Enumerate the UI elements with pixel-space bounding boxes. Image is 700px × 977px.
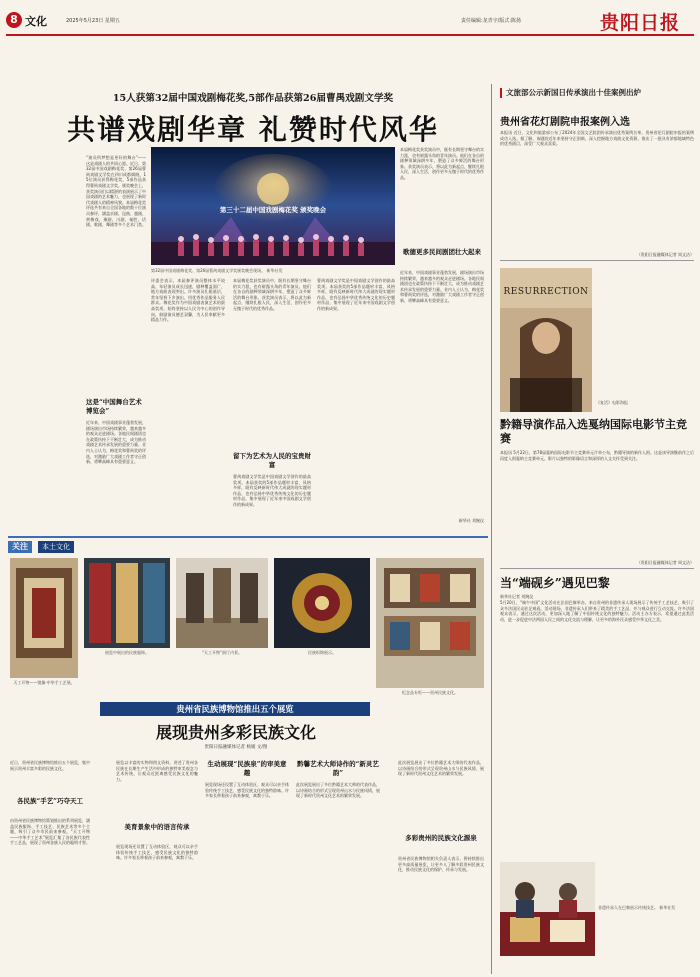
- exhibit-photo-1: [10, 558, 78, 678]
- right-source-2: （贵阳日报融媒体记者 周文洁）: [636, 560, 694, 565]
- right-author-3: 新华社记者 刘婉仪: [500, 594, 534, 599]
- focus-subhead-3: 生动展现“民族泉”的审美意趣: [207, 760, 287, 777]
- main-body-col3: 本届梅花奖获奖演员中，既有长期坚守舞台的实力派，也有崭露头角的青年演员。他们在各自的剧种领域深耕多年，塑造了众多鲜活的舞台形象。获奖演员表示，将以此为新起点，继续扎根人民，深入生活，创作更多无愧于时代的优秀作品。: [233, 278, 311, 311]
- film-poster: [500, 268, 592, 412]
- issue-date: 2025年5月23日 星期五: [66, 18, 120, 24]
- focus-headline: 展现贵州多彩民族文化: [155, 723, 316, 742]
- exhibit-photo-2-caption: 展览中展出的民族服饰。: [105, 650, 149, 655]
- exhibit-photo-5: [376, 558, 484, 688]
- film-poster-caption: 《复活》电影海报: [596, 400, 628, 405]
- main-body-col5b: 近年来，中国戏剧事业蓬勃发展，剧场演出市场持续繁荣，越来越多的观众走进剧场。各地民间剧团也在政策扶持下不断壮大，成为推动戏剧艺术传承发展的重要力量。业内人士认为，梅花奖和曹禺奖的评选，对激励广大戏剧工作者守正创新、勇攀高峰具有重要意义。: [400, 270, 484, 303]
- main-body-col2: 评委会表示，本届参评演员整体水平较高，年轻演员成长迅速，剧种覆盖面广，地方戏曲表现突出。许多演员扎根基层，常年坚持下乡演出，用优秀作品服务人民群众。梅花奖作为中国戏剧表演艺术的最高奖项，始终坚持以人民为中心的创作导向，鼓励演员德艺双馨，为人民奉献更多精品力作。: [151, 278, 225, 323]
- focus-col1: 由贵州省民族博物馆策划推出的系列展览，涵盖民族服饰、手工技艺、民族艺术等多个主题，吸引了众多市民前来参观。“天工开物——中华手工艺术”展览汇集了各民族代表性手工艺品，展现了贵州各族人民的聪明才智。: [10, 818, 90, 846]
- focus-col2: 展览以丰富的实物和图文资料，讲述了贵州各民族在长期生产生活中形成的独特审美观念与艺术传统，让观众近距离感受民族文化的魅力。: [116, 760, 198, 782]
- masthead-logo: 贵阳日报: [600, 12, 681, 34]
- right-source-1: （贵阳日报融媒体记者 周文洁）: [636, 252, 694, 257]
- paris-illustration: [500, 862, 595, 956]
- focus-col3: 展览现场还设置了互动体验区，观众可以亲手体验传统手工技艺，感受民族文化的独特韵味。许多家长带着孩子前来参观，寓教于乐。: [205, 782, 289, 799]
- right-headline-2: 黔籍导演作品入选戛纳国际电影节主竞赛: [500, 418, 687, 445]
- focus-banner: 贵州省民族博物馆推出五个展览: [100, 702, 370, 716]
- focus-subhead-1: 各民族“手艺”巧夺天工: [17, 797, 83, 805]
- main-author: 新华社 刘婉仪: [458, 518, 484, 523]
- subhead-troupes: 歌德更多民间剧团壮大起来: [403, 248, 481, 256]
- exhibit-photo-1-caption: 天工开物——镜像·中华手工艺展。: [13, 680, 75, 685]
- right-headline-3: 当“端砚乡”遇见巴黎: [500, 576, 610, 590]
- focus-label-2: 本土文化: [38, 541, 74, 553]
- subhead-expo: 这是“中国舞台艺术博览会”: [86, 398, 142, 415]
- main-body-col4: 曹禺戏剧文学奖是中国戏剧文学创作的最高奖项。本届获奖的5部作品题材丰富，风格多样，既有反映新时代伟大成就的现实题材作品，也有弘扬中华优秀传统文化的历史题材作品，集中展现了近年来中国戏剧文学创作的新成果。: [317, 278, 395, 311]
- main-body-col1: “演员所梦想是更好的舞台”—— 这是戏剧人的共同心愿。近日，第32届中国戏剧梅花奖、第26届曹禺戏剧文学奖在四川成都揭晓，15位演员获得梅花奖，5部作品获得曹禺戏剧文学奖。颁奖晚会上，获奖演员们以精湛的表演展示了中国戏剧的艺术魅力，也展现了新时代戏剧人的精神风貌。本届梅花奖评选共有来自全国各地的数十位演员参评，涵盖京剧、昆曲、越剧、黄梅戏、豫剧、川剧、秦腔、话剧、歌剧、舞剧等多个艺术门类。: [86, 155, 146, 228]
- focus-subhead-2: 美育景象中的语言传承: [124, 823, 190, 831]
- focus-lead: 近日，贵州省民族博物馆推出五个展览，集中展示贵州丰富多彩的民族文化。: [10, 760, 90, 771]
- stage-banner-text: 第三十二届中国戏剧梅花奖 颁奖晚会: [219, 206, 327, 214]
- stage-photo: [151, 147, 395, 265]
- focus-col5: 此次展览展出了多位黔籍艺术大师的代表作品，以诗画结合的形式呈现贵州山水与民族风情，展现了新时代贵州文化艺术的繁荣发展。: [398, 760, 484, 777]
- focus-subhead-5: 多彩贵州的民族文化源泉: [405, 834, 477, 842]
- header-rule: [6, 34, 694, 36]
- exhibit-photo-3: [176, 558, 268, 648]
- right-divider-2: [500, 568, 694, 569]
- focus-col5b: 贵州省民族博物馆相关负责人表示，将持续推出更多高质量展览，让更多人了解多彩贵州民族文化，推动民族文化的保护、传承与发展。: [398, 856, 484, 873]
- focus-col4: 此次展览展出了多位黔籍艺术大师的代表作品，以诗画结合的形式呈现贵州山水与民族风情，展现了新时代贵州文化艺术的繁荣发展。: [296, 782, 380, 799]
- column-divider: [491, 84, 492, 974]
- svg-text:RESURRECTION: RESURRECTION: [503, 287, 589, 297]
- subhead-treasure: 留下为艺术为人民的宝贵财富: [233, 452, 311, 469]
- page-number-badge: 8: [6, 12, 22, 28]
- focus-subhead-4: 黔馨艺术大师诗作的“新灵艺韵”: [297, 760, 379, 777]
- exhibit-photo-3-caption: “天工开物”展厅内景。: [201, 650, 243, 655]
- main-body-col1b: 近年来，中国戏剧事业蓬勃发展，剧场演出市场持续繁荣，越来越多的观众走进剧场。各地民间剧团也在政策扶持下不断壮大，成为推动戏剧艺术传承发展的重要力量。业内人士认为，梅花奖和曹禺奖的评选，对激励广大戏剧工作者守正创新、勇攀高峰具有重要意义。: [86, 420, 146, 465]
- right-headline-1: 贵州省花灯剧院申报案例入选: [500, 117, 630, 128]
- section-label: 文化: [25, 15, 47, 28]
- exhibit-photo-4: [274, 558, 370, 648]
- right-body-3: 5月20日，“端午中国”文化活动在法国巴黎举办，来自贵州的非遗传承人现场展示了传统手工艺技艺，吸引了众多法国民众驻足观看。活动现场，非遗传承人们带来了精美的手工艺品，并与观众进行互动交流。许多法国观众表示，通过这次活动，更加深入地了解了中国传统文化的独特魅力。活动主办方表示，希望通过此类活动，进一步促进中法两国人民之间的文化交流与理解，让更多的海外民众感受中华文化之美。: [500, 600, 694, 622]
- page-header: [6, 8, 694, 42]
- main-pretitle: 15人获第32届中国戏剧梅花奖,5部作品获第26届曹禺戏剧文学奖: [112, 93, 394, 104]
- editor-credit: 责任编辑:龙青宇/版式:陈扬: [461, 18, 522, 24]
- main-headline: 共谱戏剧华章 礼赞时代风华: [67, 113, 439, 146]
- main-body-col5: 本届梅花奖获奖演员中，既有长期坚守舞台的实力派，也有崭露头角的青年演员。他们在各自的剧种领域深耕多年，塑造了众多鲜活的舞台形象。获奖演员表示，将以此为新起点，继续扎根人民，深入生活，创作更多无愧于时代的优秀作品。: [400, 147, 484, 180]
- focus-col2b: 展览现场还设置了互动体验区，观众可以亲手体验传统手工技艺，感受民族文化的独特韵味。许多家长带着孩子前来参观，寓教于乐。: [116, 844, 198, 861]
- exhibit-photo-5-caption: 纪念品专柜——贵州民族文化。: [402, 690, 458, 695]
- stage-photo-caption: 第32届中国戏剧梅花奖、第26届曹禺戏剧文学奖颁奖晚会现场。 新华社发: [151, 268, 283, 273]
- right-body-1: 本报讯 近日，文化和旅游部公布了2024年全国文艺院团传承演出优秀案例名单，贵州省花灯剧院申报的案例成功入选。据了解，该剧院近年来坚持守正创新，深入挖掘地方戏曲文化资源，推出了一批具有浓郁地域特色的优秀剧目，深受广大观众喜爱。: [500, 130, 694, 147]
- exhibit-photo-4-caption: 民族织锦展示。: [308, 650, 336, 655]
- paris-photo: [500, 862, 595, 956]
- right-body-2: 本报讯 5月22日，第78届戛纳国际电影节主竞赛单元片单公布，黔籍导演的新作入围。这是该导演继前作之后再度入围戛纳主竞赛单元，影片以独特的影像语言和深厚的人文关怀受到关注。: [500, 450, 694, 461]
- paris-photo-caption: 非遗传承人在巴黎展示传统技艺。 新华社发: [598, 905, 676, 910]
- exhibit-photo-2: [84, 558, 170, 648]
- focus-label: 关注: [8, 541, 32, 553]
- focus-top-rule: [8, 536, 488, 538]
- focus-byline: 贵阳日报融媒体记者 杨媛 文/图: [204, 745, 268, 750]
- right-divider-1: [500, 260, 694, 261]
- main-body-col3b: 曹禺戏剧文学奖是中国戏剧文学创作的最高奖项。本届获奖的5部作品题材丰富，风格多样，既有反映新时代伟大成就的现实题材作品，也有弘扬中华优秀传统文化的历史题材作品，集中展现了近年来中国戏剧文学创作的新成果。: [233, 474, 311, 507]
- poster-illustration: [500, 268, 592, 412]
- right-kicker: 文旅部公示新国日传承演出十佳案例出炉: [500, 88, 694, 98]
